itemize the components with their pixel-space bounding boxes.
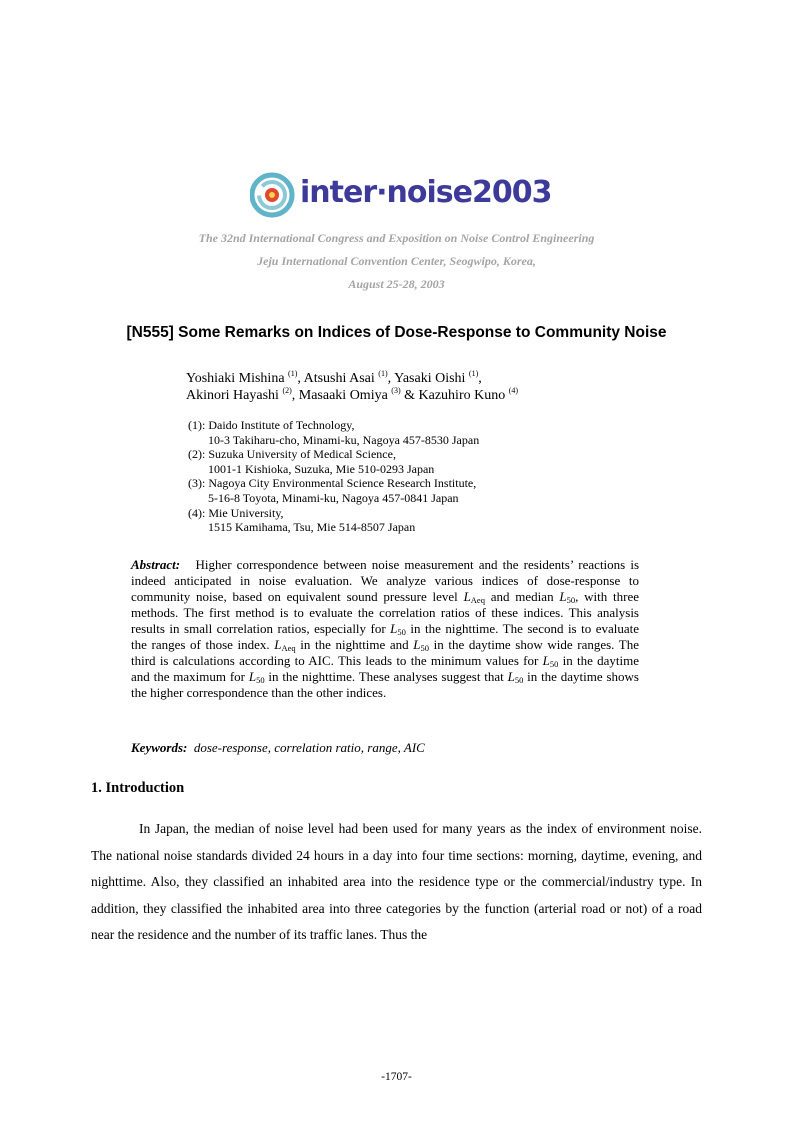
symbol-L: L xyxy=(248,669,257,684)
subscript-50: 50 xyxy=(256,675,265,685)
abstract-text: in the daytime shows the higher correspondence than the other indices. xyxy=(131,669,639,700)
subscript-aeq: Aeq xyxy=(281,643,296,653)
subscript-50: 50 xyxy=(566,595,576,605)
intro-paragraph xyxy=(91,816,702,949)
author-separator: , xyxy=(297,371,304,386)
conference-logo xyxy=(250,165,550,225)
author-line-1 xyxy=(186,370,518,387)
author-separator: & xyxy=(400,388,419,403)
swirl-logo-icon xyxy=(250,165,300,225)
author-line-2 xyxy=(186,387,518,404)
abstract-text: in the nighttime and xyxy=(295,637,414,652)
logo-wordmark: inter·noise2003 xyxy=(300,175,552,210)
affiliation-mark: (1) xyxy=(468,369,479,378)
author-separator: , xyxy=(291,388,299,403)
affiliation-mark: (2) xyxy=(282,386,292,395)
abstract-text: in the nighttime. The second is to evaluate the ranges of those index. xyxy=(131,621,639,652)
keywords-text: dose-response, correlation ratio, range, AIC xyxy=(193,740,425,755)
symbol-L: L xyxy=(559,589,567,604)
paper-title: [N555] Some Remarks on Indices of Dose-Response to Community Noise xyxy=(126,324,667,341)
conference-name: The 32nd International Congress and Exposition on Noise Control Engineering xyxy=(198,231,595,245)
affiliation-address: 10-3 Takiharu-cho, Minami-ku, Nagoya 457-8530 Japan xyxy=(208,432,480,447)
page-number: -1707- xyxy=(381,1071,412,1083)
subscript-50: 50 xyxy=(514,675,524,685)
symbol-L: L xyxy=(390,621,398,636)
subscript-50: 50 xyxy=(397,627,406,637)
symbol-L: L xyxy=(274,637,282,652)
affiliation-address: 5-16-8 Toyota, Minami-ku, Nagoya 457-0841 Japan xyxy=(208,490,459,505)
affiliation-address: 1001-1 Kishioka, Suzuka, Mie 510-0293 Japan xyxy=(208,461,435,476)
author-name: Kazuhiro Kuno xyxy=(418,388,506,403)
subscript-aeq: Aeq xyxy=(470,595,485,605)
conference-venue: Jeju International Convention Center, Seogwipo, Korea, xyxy=(257,254,536,268)
author-separator: , xyxy=(478,371,482,386)
section-heading: 1. Introduction xyxy=(91,780,185,796)
abstract-text: , with three methods. The first method is to evaluate the correlation ratios of these indices. This analysis results in small correlation ratios, especially for xyxy=(131,589,640,636)
affiliation-name: (4): Mie University, xyxy=(188,505,284,520)
subscript-50: 50 xyxy=(420,643,430,653)
author-list xyxy=(186,370,518,404)
author-separator: , xyxy=(387,371,395,386)
affiliation-address: 1515 Kamihama, Tsu, Mie 514-8507 Japan xyxy=(208,520,416,535)
subscript-50: 50 xyxy=(549,659,559,669)
author-name: Yoshiaki Mishina xyxy=(186,371,285,386)
abstract-text: in the nighttime. These analyses suggest that xyxy=(264,669,508,684)
intro-text: In Japan, the median of noise level had been used for many years as the index of environment noise. The national noise standards divided 24 hours in a day into four time sections: morning, daytime, evening, and nighttime. Also, they classified an inhabited area into the residence type or the commercial/industry type. In addition, they classified the inhabited area into three categories by the function (arterial road or not) of a road near the residence and the number of its traffic lanes. Thus the xyxy=(91,821,702,942)
symbol-L: L xyxy=(507,669,515,684)
author-name: Atsushi Asai xyxy=(303,371,375,386)
affiliation-mark: (1) xyxy=(288,369,298,378)
conference-dates: August 25-28, 2003 xyxy=(348,277,445,291)
author-name: Yasaki Oishi xyxy=(394,371,466,386)
author-name: Akinori Hayashi xyxy=(186,388,279,403)
author-name: Masaaki Omiya xyxy=(298,388,388,403)
affiliation-name: (3): Nagoya City Environmental Science Research Institute, xyxy=(188,476,477,491)
abstract-text: in the daytime show wide ranges. The third is calculations according to AIC. This leads to the minimum values for xyxy=(131,637,639,668)
abstract-text: and median xyxy=(484,589,560,604)
abstract-text: Higher correspondence between noise measurement and the residents’ reactions is indeed anticipated in noise evaluation. We analyze various indices of dose-response to community noise, based on equivalent sound pressure level xyxy=(131,557,640,604)
keywords xyxy=(131,740,425,756)
affiliation-mark: (4) xyxy=(508,386,519,395)
symbol-L: L xyxy=(463,589,471,604)
symbol-L: L xyxy=(413,637,421,652)
abstract xyxy=(131,557,639,701)
affiliation-name: (1): Daido Institute of Technology, xyxy=(188,418,355,432)
abstract-label: Abstract: xyxy=(131,557,181,572)
affiliation-mark: (3) xyxy=(391,386,401,395)
keywords-label: Keywords: xyxy=(131,740,188,755)
affiliation-mark: (1) xyxy=(378,369,388,378)
affiliation-name: (2): Suzuka University of Medical Science, xyxy=(188,447,396,462)
affiliation-list xyxy=(188,418,479,535)
abstract-text: in the daytime and the maximum for xyxy=(131,653,639,684)
symbol-L: L xyxy=(542,653,550,668)
